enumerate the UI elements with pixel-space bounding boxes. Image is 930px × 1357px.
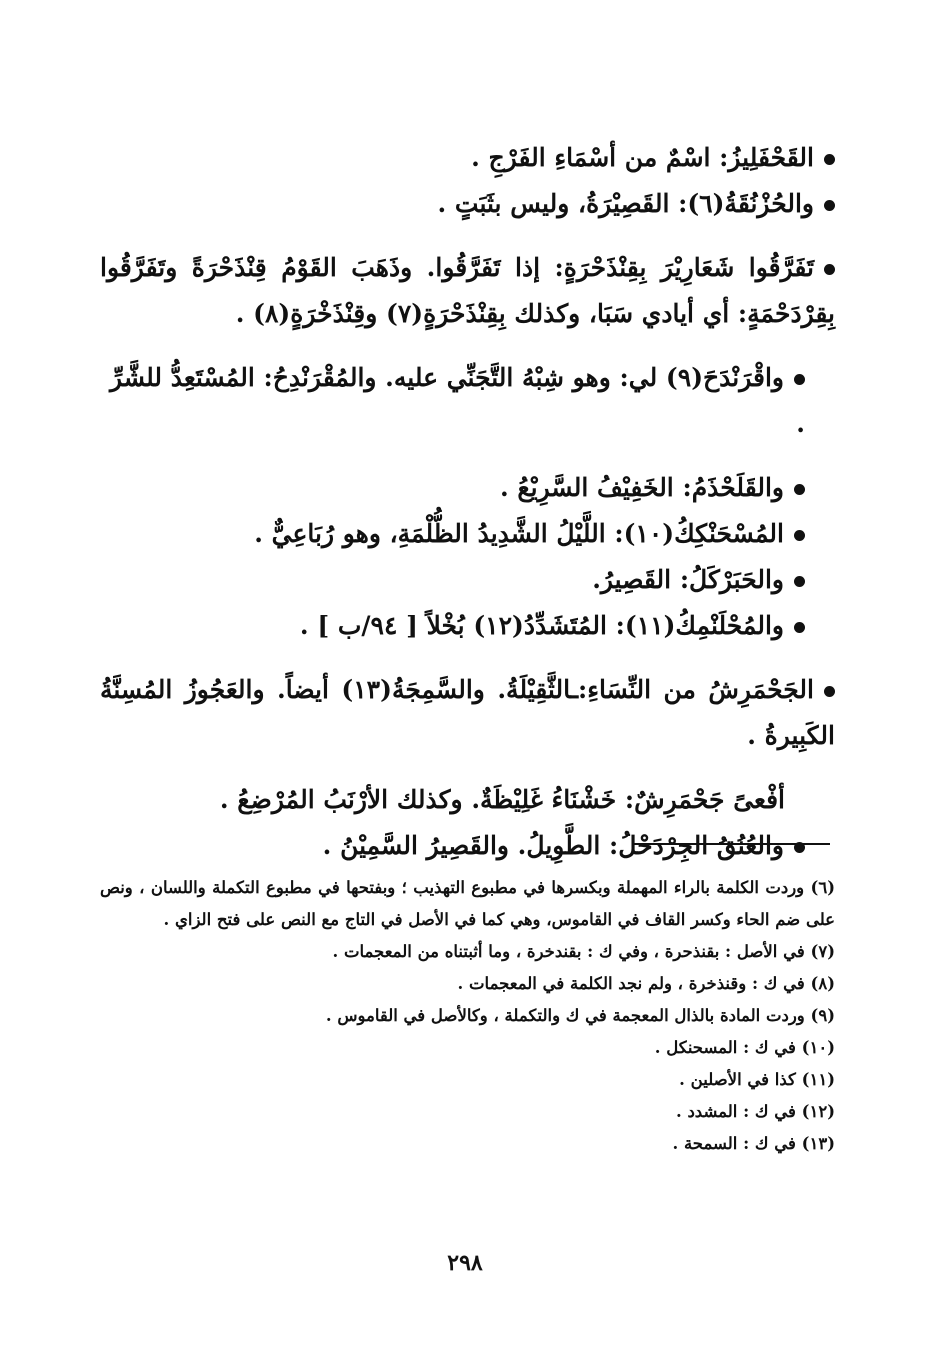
entry-text: الجَحْمَرِشُ من النِّسَاءِ:ـالثَّقِيْلَةُ. والسَّمِجَةُ(١٣) أيضاً. والعَجُوزُ المُسِنَّةُ الكَبِيرةُ . <box>100 675 835 750</box>
bullet-icon <box>794 484 805 495</box>
bullet-icon <box>794 374 805 385</box>
bullet-icon <box>824 200 835 211</box>
entry-6 <box>100 511 835 557</box>
footnote-7: (٧) في الأصل : بقنذحرة ، وفي ك : بقندخرة ، وما أثبتناه من المعجمات . <box>332 942 835 961</box>
bullet-icon <box>824 686 835 697</box>
spacer <box>100 337 835 355</box>
bullet-icon <box>794 576 805 587</box>
entry-3 <box>100 245 835 337</box>
entry-text: والحَبَرْكَلُ: القَصِيرُ. <box>592 565 784 594</box>
entry-text: والمُحْلَنْمِكُ(١١): المُتَشَدِّدُ(١٢) بُخْلاً [ ٩٤/ب ] . <box>299 611 784 640</box>
footnote-divider <box>632 843 830 845</box>
spacer <box>100 759 835 777</box>
footnotes <box>100 872 835 1160</box>
footnote-9: (٩) وردت المادة بالذال المعجمة في ك والتكملة ، وكالأصل في القاموس . <box>325 1006 835 1025</box>
entry-text: والحُزْنُقَةُ(٦): القَصِيْرَةُ، وليس بثَبَتٍ . <box>437 189 814 218</box>
footnote-11: (١١) كذا في الأصلين . <box>679 1070 835 1089</box>
entry-8 <box>100 603 835 649</box>
footnote-10: (١٠) في ك : المسحنكل . <box>654 1038 835 1057</box>
entry-text: أفْعىً جَحْمَرِشٌ: خَشْنَاءُ غَلِيْظَةٌ. وكذلك الأرْنَبُ المُرْضِعُ . <box>219 785 785 814</box>
entry-text: المُسْحَنْكِكُ(١٠): اللَّيْلُ الشَّدِيدُ الظُّلْمَةِ، وهو رُبَاعِيٌّ . <box>254 519 784 548</box>
entry-text: واقْرَنْدَحَ(٩) لي: وهو شِبْهُ التَّجَنِّي عليه. والمُقْرَنْدِحُ: المُسْتَعِدُّ للشَّرِّ . <box>110 363 805 438</box>
entry-1 <box>100 135 835 181</box>
entry-text: والعُنُقُ الجِرْدَحْلُ: الطَّوِيلُ. والقَصِيرُ السَّمِيْنُ . <box>322 831 784 860</box>
footnote-8: (٨) في ك : وقنذخرة ، ولم نجد الكلمة في المعجمات . <box>457 974 835 993</box>
bullet-icon <box>824 264 835 275</box>
entry-11 <box>100 823 835 869</box>
entry-9 <box>100 667 835 759</box>
spacer <box>100 649 835 667</box>
page-number: ٢٩٨ <box>447 1250 483 1276</box>
spacer <box>100 447 835 465</box>
entry-2 <box>100 181 835 227</box>
bullet-icon <box>824 154 835 165</box>
footnote-13: (١٣) في ك : السمحة . <box>672 1134 835 1153</box>
spacer <box>100 227 835 245</box>
footnote-6: (٦) وردت الكلمة بالراء المهملة وبكسرها في مطبوع التهذيب ؛ وبفتحها في مطبوع التكملة واللسان ، ونص على ضم الحاء وكسر القاف في القاموس، وهي كما في الأصل في التاج مع النص على فتح الزاي . <box>100 878 835 929</box>
entry-text: القَحْفَلِيزُ: اسْمٌ من أسْمَاءِ الفَرْجِ . <box>471 143 814 172</box>
entry-text: والقَلَحْذَمُ: الخَفِيْفُ السَّرِيْعُ . <box>499 473 784 502</box>
entry-4 <box>100 355 835 447</box>
entry-10 <box>100 777 835 823</box>
entry-5 <box>100 465 835 511</box>
main-text <box>100 135 835 869</box>
entry-7 <box>100 557 835 603</box>
entry-text: تَفَرَّقُوا شَعَارِيْرَ بِقِنْذَحْرَةٍ: إذا تَفَرَّقُوا. وذَهَبَ القَوْمُ قِنْذَحْرَةً وتَفَرَّقُوا بِقِرْدَحْمَةٍ: أي أيادي سَبَا، وكذلك بِقِنْذَحْرَةٍ(٧) وقِنْذَخْرَةٍ(٨) . <box>100 253 835 328</box>
bullet-icon <box>794 530 805 541</box>
footnote-12: (١٢) في ك : المشدد . <box>675 1102 835 1121</box>
bullet-icon <box>794 622 805 633</box>
